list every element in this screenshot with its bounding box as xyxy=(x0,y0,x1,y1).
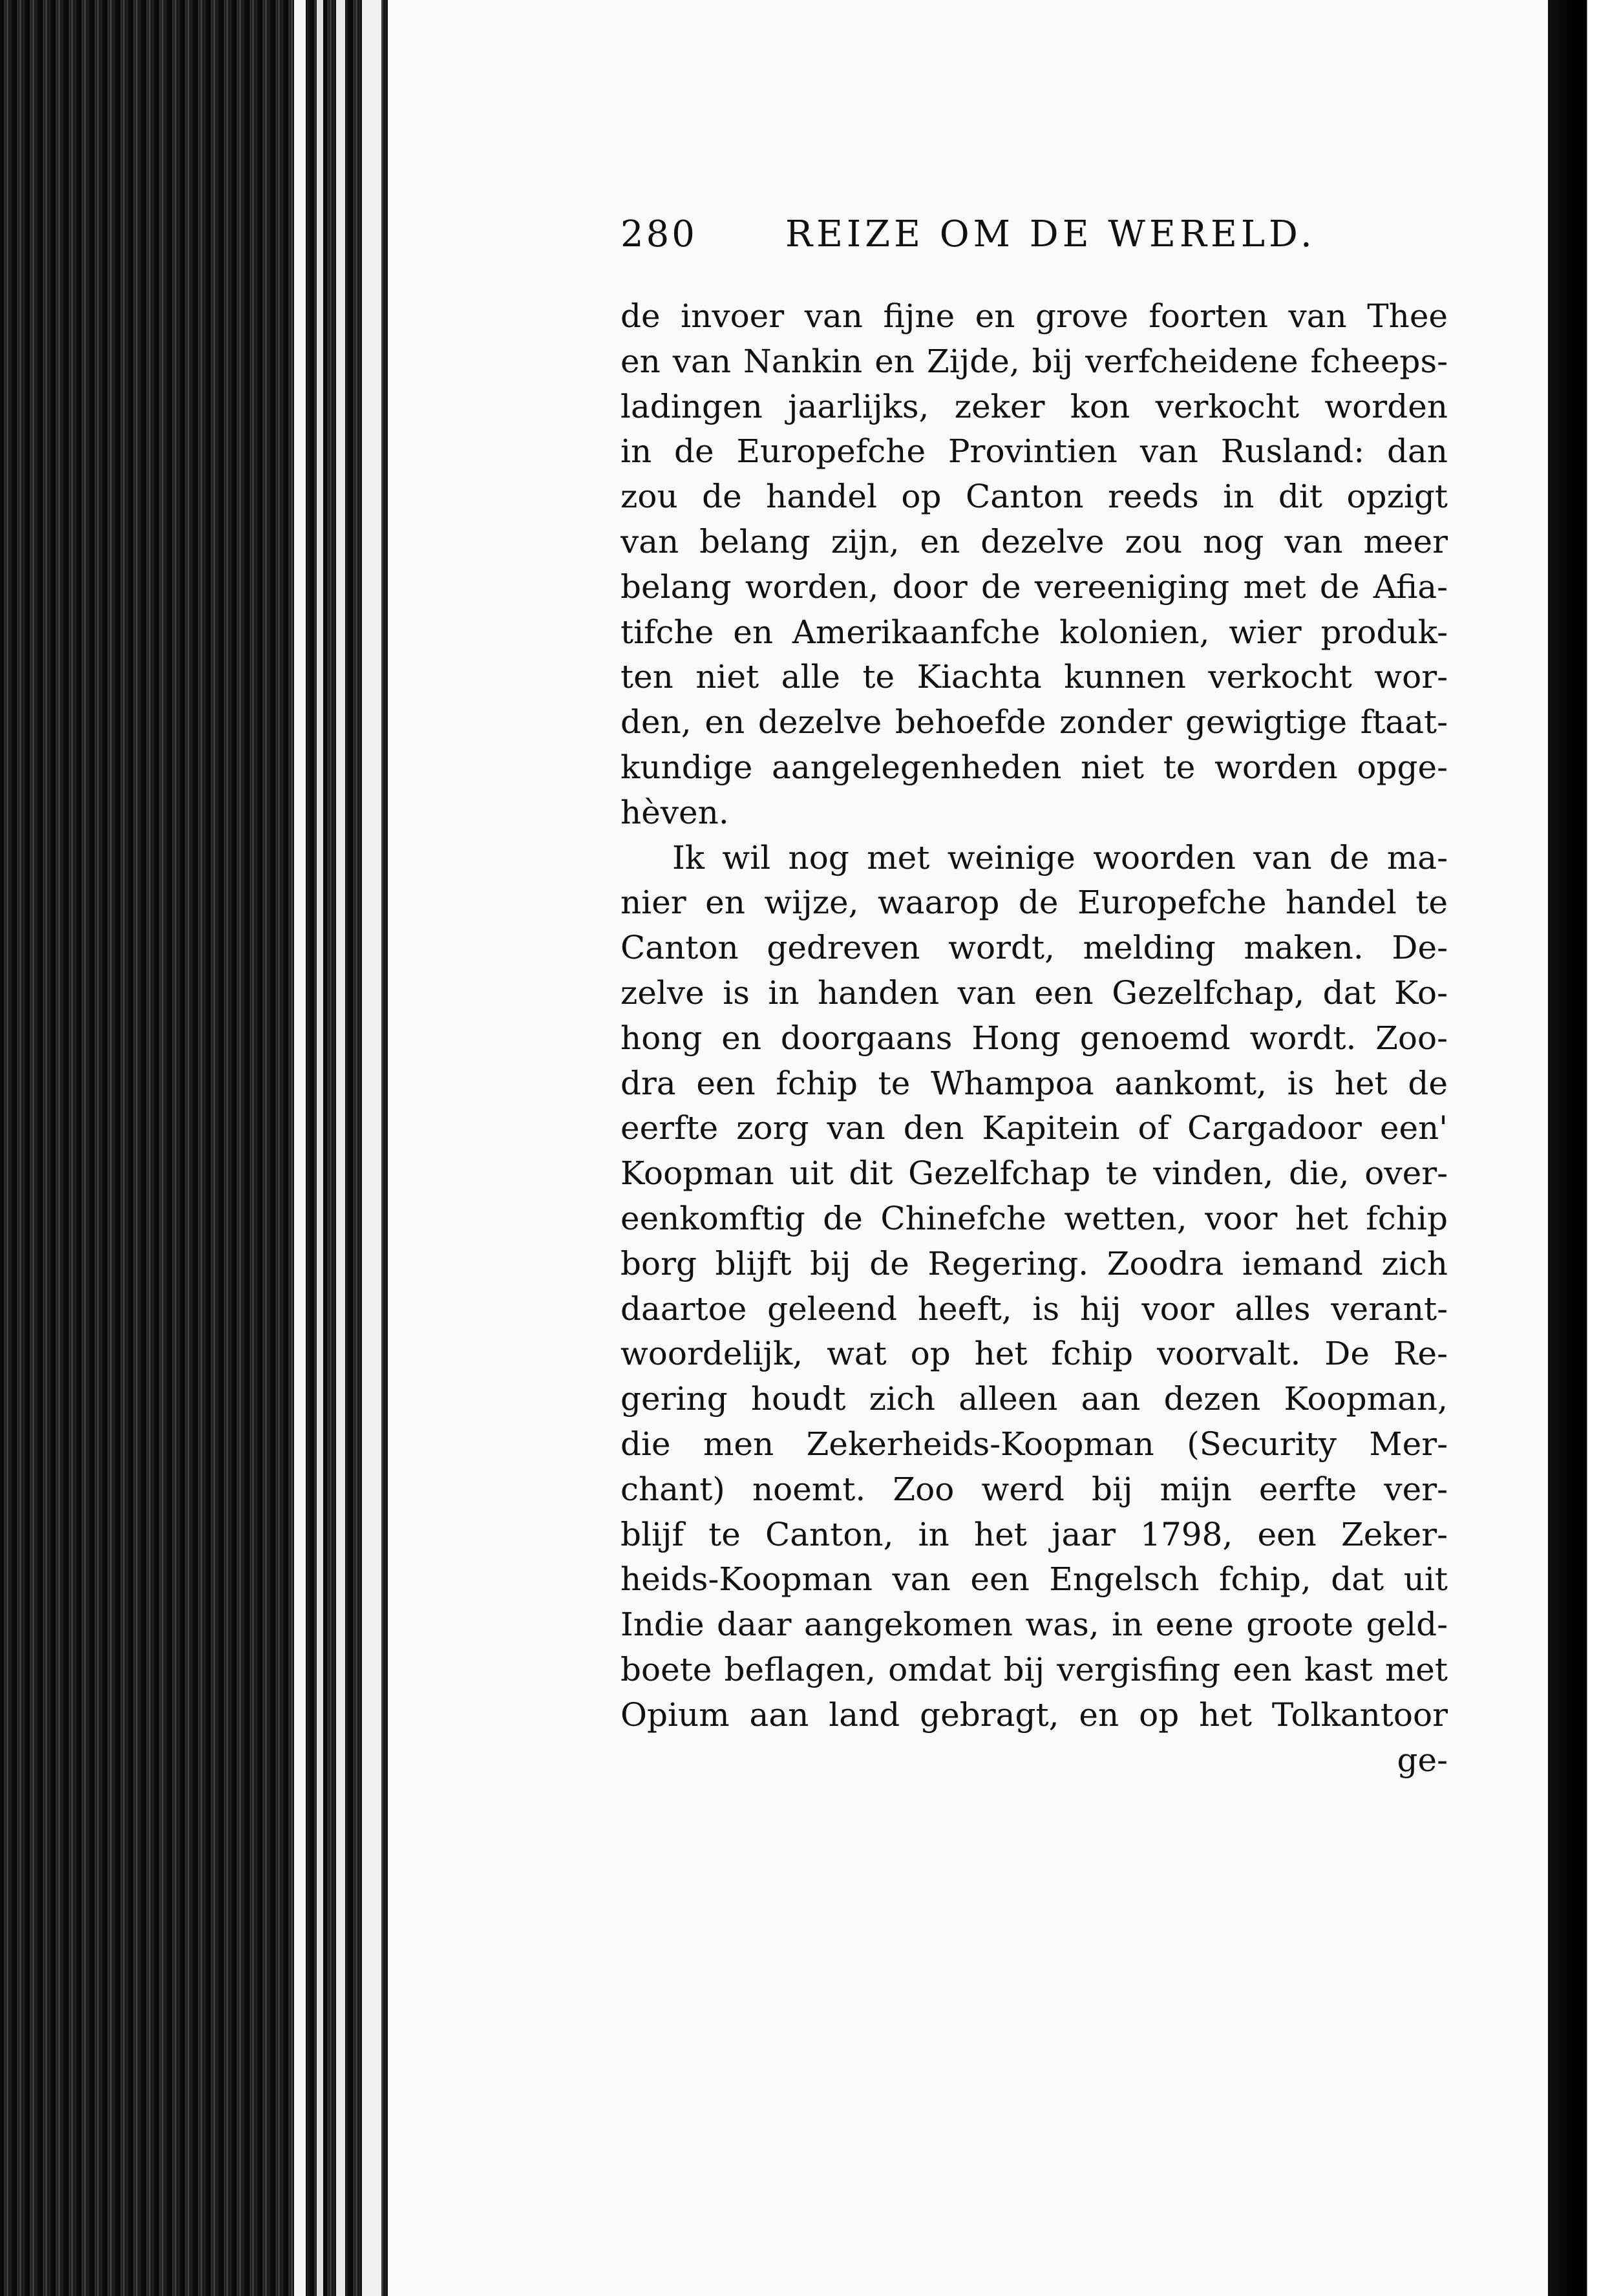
right-page-edge xyxy=(1548,0,1621,2296)
text-line: die men Zekerheids-Koopman (Security Mer- xyxy=(620,1425,1448,1463)
text-line: hèven. xyxy=(620,793,729,831)
text-line: Koopman uit dit Gezelfchap te vinden, die, over- xyxy=(620,1154,1448,1193)
text-line: ladingen jaarlijks, zeker kon verkocht worden xyxy=(620,387,1448,425)
running-head: REIZE OM DE WERELD. xyxy=(785,213,1316,255)
body-text xyxy=(620,294,1448,1783)
text-line: de invoer van fijne en grove foorten van Thee xyxy=(620,297,1448,335)
text-line: eerfte zorg van den Kapitein of Cargadoor een' xyxy=(620,1109,1448,1147)
page-edge-strip xyxy=(294,0,306,2296)
text-line: ten niet alle te Kiachta kunnen verkocht wor- xyxy=(620,658,1448,696)
text-line: daartoe geleend heeft, is hij voor alles verant- xyxy=(620,1290,1448,1328)
text-line: Indie daar aangekomen was, in eene groote geld- xyxy=(620,1606,1448,1644)
page-edge-strip xyxy=(317,0,323,2296)
book-binding xyxy=(0,0,388,2296)
text-line: tifche en Amerikaanfche kolonien, wier produk- xyxy=(620,613,1448,651)
text-line: belang worden, door de vereeniging met de Afia- xyxy=(620,568,1448,606)
text-line: den, en dezelve behoefde zonder gewigtige ftaat- xyxy=(620,703,1448,741)
page-edge-strip xyxy=(362,0,381,2296)
text-line: Opium aan land gebragt, en op het Tolkantoor xyxy=(620,1695,1448,1734)
text-line: kundige aangelegenheden niet te worden opge- xyxy=(620,748,1448,786)
text-line: zelve is in handen van een Gezelfchap, dat Ko- xyxy=(620,973,1448,1012)
page-header xyxy=(620,213,1316,265)
text-line: Canton gedreven wordt, melding maken. De- xyxy=(620,929,1448,967)
text-line: nier en wijze, waarop de Europefche handel te xyxy=(620,884,1448,922)
text-line: blijf te Canton, in het jaar 1798, een Zeker- xyxy=(620,1515,1448,1553)
text-line: eenkomftig de Chinefche wetten, voor het fchip xyxy=(620,1199,1448,1237)
text-line: boete beflagen, omdat bij vergisfing een kast met xyxy=(620,1650,1448,1688)
catchword: ge- xyxy=(1397,1741,1448,1779)
text-line: hong en doorgaans Hong genoemd wordt. Zoo- xyxy=(620,1019,1448,1057)
text-line: gering houdt zich alleen aan dezen Koopman, xyxy=(620,1380,1448,1418)
text-line: heids-Koopman van een Engelsch fchip, dat uit xyxy=(620,1560,1448,1599)
text-line: van belang zijn, en dezelve zou nog van meer xyxy=(620,522,1448,560)
text-line: woordelijk, wat op het fchip voorvalt. De Re- xyxy=(620,1335,1448,1373)
text-line: in de Europefche Provintien van Rusland: dan xyxy=(620,432,1448,471)
page-edge-strip xyxy=(336,0,345,2296)
text-line: zou de handel op Canton reeds in dit opzigt xyxy=(620,478,1448,516)
text-line: en van Nankin en Zijde, bij verfcheidene fcheeps- xyxy=(620,342,1448,380)
text-line: dra een fchip te Whampoa aankomt, is het de xyxy=(620,1064,1448,1102)
text-line: Ik wil nog met weinige woorden van de ma- xyxy=(672,838,1448,877)
page-number: 280 xyxy=(620,213,697,255)
text-line: chant) noemt. Zoo werd bij mijn eerfte ver- xyxy=(620,1470,1448,1508)
text-line: borg blijft bij de Regering. Zoodra iemand zich xyxy=(620,1244,1448,1282)
